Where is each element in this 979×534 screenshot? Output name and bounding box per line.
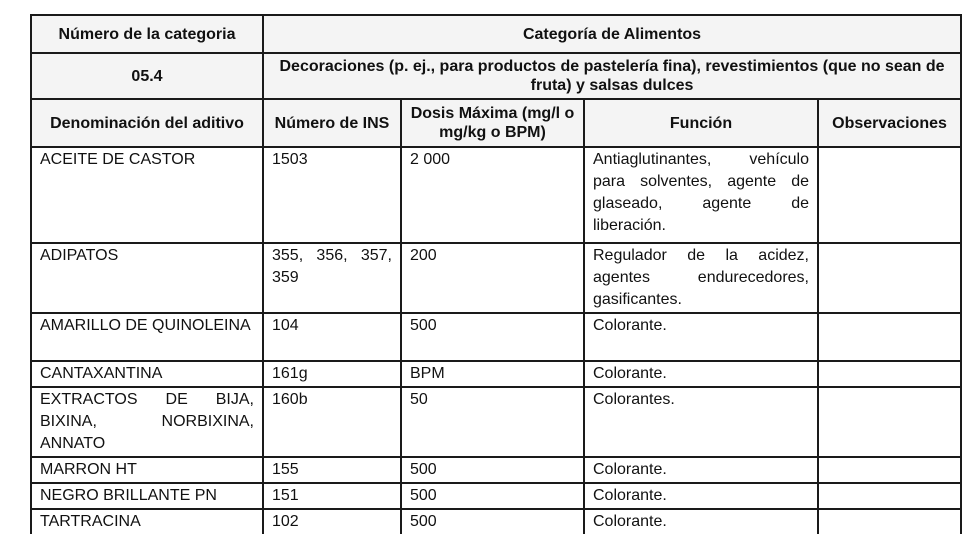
category-number-label: Número de la categoria — [31, 15, 263, 53]
max-dose: 500 — [401, 457, 584, 483]
table-row — [31, 313, 961, 361]
additive-name: AMARILLO DE QUINOLEINA — [31, 313, 263, 361]
function-text: Colorante. — [584, 457, 818, 483]
category-header-row — [31, 15, 961, 53]
notes — [818, 387, 961, 457]
ins-number: 1503 — [263, 147, 401, 243]
notes — [818, 243, 961, 313]
additives-table — [30, 14, 962, 534]
function-text: Colorante. — [584, 483, 818, 509]
document-page — [30, 14, 960, 534]
food-category-label: Categoría de Alimentos — [263, 15, 961, 53]
table-row — [31, 361, 961, 387]
additive-name: EXTRACTOS DE BIJA, BIXINA, NORBIXINA, ANNATO — [31, 387, 263, 457]
additive-name: NEGRO BRILLANTE PN — [31, 483, 263, 509]
max-dose: 500 — [401, 483, 584, 509]
table-row — [31, 387, 961, 457]
category-description: Decoraciones (p. ej., para productos de pastelería fina), revestimientos (que no sean de fruta) y salsas dulces — [263, 53, 961, 99]
ins-number: 102 — [263, 509, 401, 534]
col-header-max-dose: Dosis Máxima (mg/l o mg/kg o BPM) — [401, 99, 584, 147]
max-dose: 500 — [401, 313, 584, 361]
function-text: Colorante. — [584, 313, 818, 361]
max-dose: 200 — [401, 243, 584, 313]
ins-number: 155 — [263, 457, 401, 483]
category-number: 05.4 — [31, 53, 263, 99]
additive-name: ACEITE DE CASTOR — [31, 147, 263, 243]
additive-name: TARTRACINA — [31, 509, 263, 534]
max-dose: BPM — [401, 361, 584, 387]
col-header-function: Función — [584, 99, 818, 147]
column-header-row — [31, 99, 961, 147]
ins-number: 160b — [263, 387, 401, 457]
col-header-ins: Número de INS — [263, 99, 401, 147]
notes — [818, 483, 961, 509]
table-row — [31, 483, 961, 509]
max-dose: 50 — [401, 387, 584, 457]
max-dose: 2 000 — [401, 147, 584, 243]
ins-number: 161g — [263, 361, 401, 387]
max-dose: 500 — [401, 509, 584, 534]
function-text: Colorantes. — [584, 387, 818, 457]
table-row — [31, 509, 961, 534]
table-row — [31, 457, 961, 483]
notes — [818, 361, 961, 387]
category-value-row — [31, 53, 961, 99]
additive-name: MARRON HT — [31, 457, 263, 483]
notes — [818, 509, 961, 534]
function-text: Antiaglutinantes, vehículo para solventes, agente de glaseado, agente de liberación. — [584, 147, 818, 243]
function-text: Colorante. — [584, 361, 818, 387]
ins-number: 355, 356, 357, 359 — [263, 243, 401, 313]
additive-name: CANTAXANTINA — [31, 361, 263, 387]
function-text: Regulador de la acidez, agentes endurecedores, gasificantes. — [584, 243, 818, 313]
ins-number: 104 — [263, 313, 401, 361]
table-row — [31, 243, 961, 313]
ins-number: 151 — [263, 483, 401, 509]
additive-name: ADIPATOS — [31, 243, 263, 313]
col-header-name: Denominación del aditivo — [31, 99, 263, 147]
notes — [818, 313, 961, 361]
function-text: Colorante. — [584, 509, 818, 534]
notes — [818, 457, 961, 483]
col-header-notes: Observaciones — [818, 99, 961, 147]
notes — [818, 147, 961, 243]
table-row — [31, 147, 961, 243]
